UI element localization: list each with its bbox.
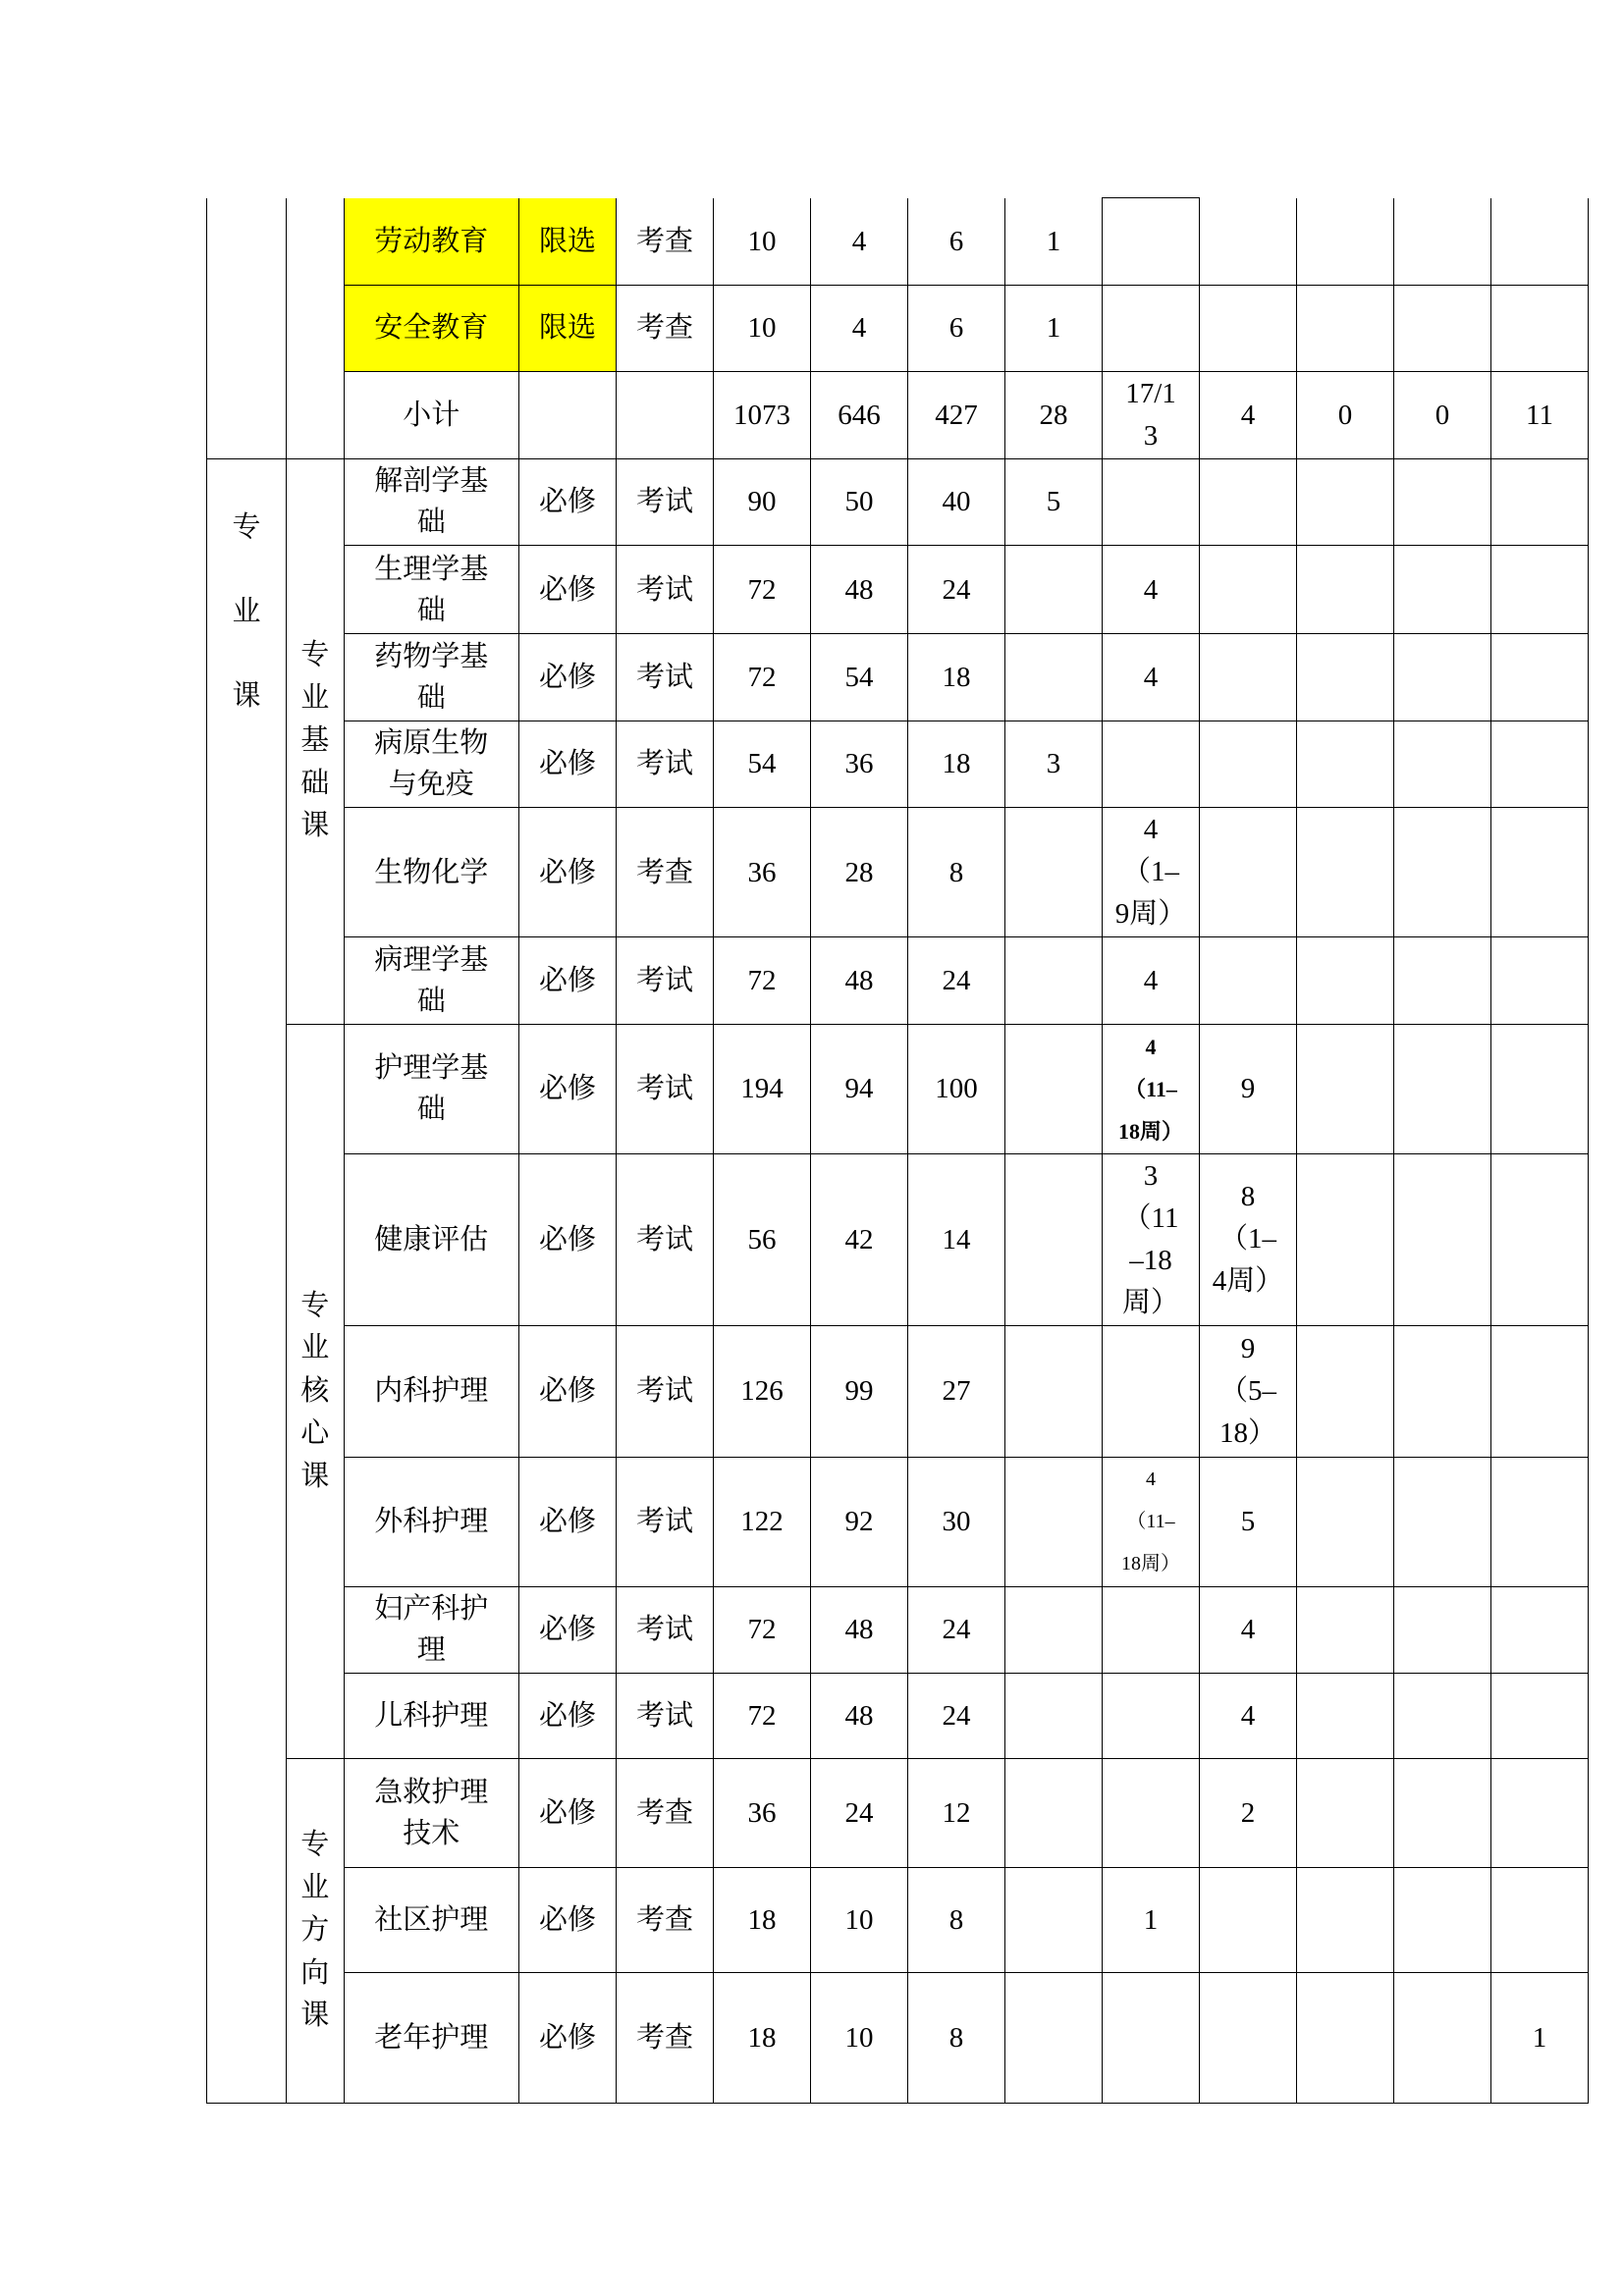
theory-hours-cell: 36	[811, 721, 908, 808]
table-row	[207, 458, 1589, 546]
term-5-cell	[1394, 1153, 1491, 1326]
cell-line: （11	[1122, 1201, 1179, 1234]
total-hours-cell: 72	[714, 634, 811, 721]
term-5-cell	[1394, 1674, 1491, 1759]
term-3-cell: 4	[1200, 372, 1297, 459]
category-cell	[207, 458, 287, 2104]
course-name-cell: 病理学基础	[344, 937, 519, 1025]
term-5-cell	[1394, 808, 1491, 937]
term-4-cell	[1297, 1972, 1394, 2104]
practice-hours-cell: 100	[908, 1024, 1005, 1153]
term-2-cell	[1103, 721, 1200, 808]
term-6-cell	[1491, 1326, 1589, 1458]
term-1-cell	[1005, 1153, 1103, 1326]
total-hours-cell: 18	[714, 1972, 811, 2104]
term-1-cell	[1005, 1326, 1103, 1458]
term-1-cell	[1005, 937, 1103, 1025]
term-4-cell	[1297, 285, 1394, 372]
theory-hours-cell: 28	[811, 808, 908, 937]
assessment-cell: 考试	[617, 1674, 714, 1759]
cell-line: （5–	[1218, 1374, 1276, 1407]
term-3-cell	[1200, 808, 1297, 937]
course-name-cell: 妇产科护理	[344, 1586, 519, 1674]
course-name-cell: 老年护理	[344, 1972, 519, 2104]
term-6-cell	[1491, 1153, 1589, 1326]
term-6-cell	[1491, 285, 1589, 372]
term-2-cell	[1103, 285, 1200, 372]
term-2-cell	[1103, 1326, 1200, 1458]
term-6-cell	[1491, 937, 1589, 1025]
practice-hours-cell: 27	[908, 1326, 1005, 1458]
table-row	[207, 1586, 1589, 1674]
term-2-cell: 4	[1103, 546, 1200, 634]
practice-hours-cell: 24	[908, 546, 1005, 634]
assessment-cell: 考试	[617, 1586, 714, 1674]
theory-hours-cell: 50	[811, 458, 908, 546]
cell-line: 周）	[1121, 1286, 1179, 1318]
course-type-cell: 必修	[519, 1457, 617, 1586]
cell-line: （1–	[1121, 856, 1179, 887]
course-name-cell: 安全教育	[344, 285, 519, 372]
term-1-cell	[1005, 1024, 1103, 1153]
practice-hours-cell: 8	[908, 1868, 1005, 1973]
theory-hours-cell: 42	[811, 1153, 908, 1326]
practice-hours-cell: 40	[908, 458, 1005, 546]
assessment-cell: 考查	[617, 1759, 714, 1868]
term-5-cell	[1394, 1457, 1491, 1586]
term-4-cell	[1297, 1024, 1394, 1153]
term-6-cell	[1491, 1457, 1589, 1586]
term-2-cell	[1103, 1586, 1200, 1674]
total-hours-cell: 90	[714, 458, 811, 546]
term-5-cell	[1394, 1586, 1491, 1674]
cell-line: （1–	[1218, 1223, 1276, 1255]
term-5-cell	[1394, 1024, 1491, 1153]
subcategory-cell	[287, 1024, 345, 1759]
table-row	[207, 1326, 1589, 1458]
term-3-cell	[1200, 546, 1297, 634]
table-row	[207, 1759, 1589, 1868]
total-hours-cell: 72	[714, 546, 811, 634]
practice-hours-cell: 8	[908, 808, 1005, 937]
course-type-cell: 必修	[519, 634, 617, 721]
subcategory-cell	[287, 198, 345, 459]
course-type-cell: 必修	[519, 1674, 617, 1759]
course-type-cell: 必修	[519, 1972, 617, 2104]
assessment-cell: 考试	[617, 634, 714, 721]
course-type-cell: 限选	[519, 285, 617, 372]
term-5-cell	[1394, 1868, 1491, 1973]
subtotal-row	[207, 372, 1589, 459]
cell-line: （11–	[1124, 1076, 1177, 1101]
term-1-cell: 3	[1005, 721, 1103, 808]
course-type-cell: 必修	[519, 1586, 617, 1674]
term-2-cell: 1	[1103, 1868, 1200, 1973]
term-4-cell	[1297, 1153, 1394, 1326]
subcategory-label: 专业基础课	[300, 639, 330, 842]
course-name-cell: 急救护理技术	[344, 1759, 519, 1868]
table-row	[207, 198, 1589, 286]
practice-hours-cell: 18	[908, 721, 1005, 808]
practice-hours-cell: 30	[908, 1457, 1005, 1586]
theory-hours-cell: 48	[811, 1674, 908, 1759]
practice-hours-cell: 24	[908, 1586, 1005, 1674]
term-4-cell	[1297, 198, 1394, 286]
theory-hours-cell: 24	[811, 1759, 908, 1868]
course-name-cell: 健康评估	[344, 1153, 519, 1326]
practice-hours-cell: 8	[908, 1972, 1005, 2104]
total-hours-cell: 10	[714, 198, 811, 286]
term-1-cell	[1005, 1586, 1103, 1674]
curriculum-table	[206, 197, 1589, 2104]
assessment-cell: 考试	[617, 1153, 714, 1326]
term-6-cell: 11	[1491, 372, 1589, 459]
term-2-cell	[1103, 198, 1200, 286]
assessment-cell: 考试	[617, 937, 714, 1025]
term-6-cell	[1491, 1868, 1589, 1973]
term-3-cell	[1200, 634, 1297, 721]
term-5-cell: 0	[1394, 372, 1491, 459]
term-2-cell	[1103, 808, 1200, 937]
total-hours-cell: 122	[714, 1457, 811, 1586]
course-name-cell: 外科护理	[344, 1457, 519, 1586]
term-3-cell	[1200, 198, 1297, 286]
term-4-cell	[1297, 1586, 1394, 1674]
total-hours-cell: 72	[714, 937, 811, 1025]
term-4-cell	[1297, 1326, 1394, 1458]
term-3-cell	[1200, 937, 1297, 1025]
term-1-cell: 1	[1005, 285, 1103, 372]
term-4-cell	[1297, 1868, 1394, 1973]
term-3-cell	[1200, 458, 1297, 546]
theory-hours-cell: 4	[811, 198, 908, 286]
cell-line: （11–	[1126, 1510, 1175, 1532]
term-3-cell	[1200, 1326, 1297, 1458]
course-type-cell: 必修	[519, 1868, 617, 1973]
term-3-cell: 9	[1200, 1024, 1297, 1153]
table-row	[207, 634, 1589, 721]
assessment-cell: 考查	[617, 285, 714, 372]
course-name-cell: 护理学基础	[344, 1024, 519, 1153]
term-2-cell	[1103, 1024, 1200, 1153]
assessment-cell: 考查	[617, 808, 714, 937]
total-hours-cell: 54	[714, 721, 811, 808]
table-row	[207, 1153, 1589, 1326]
practice-hours-cell: 14	[908, 1153, 1005, 1326]
cell-line: –18	[1129, 1244, 1172, 1276]
term-3-cell	[1200, 1153, 1297, 1326]
term-6-cell	[1491, 1759, 1589, 1868]
table-row	[207, 285, 1589, 372]
practice-hours-cell: 12	[908, 1759, 1005, 1868]
table-row	[207, 1972, 1589, 2104]
term-6-cell	[1491, 1674, 1589, 1759]
assessment-cell: 考试	[617, 1457, 714, 1586]
term-4-cell	[1297, 721, 1394, 808]
term-6-cell	[1491, 1586, 1589, 1674]
total-hours-cell: 10	[714, 285, 811, 372]
theory-hours-cell: 99	[811, 1326, 908, 1458]
course-name-cell: 小计	[344, 372, 519, 459]
assessment-cell: 考试	[617, 458, 714, 546]
term-5-cell	[1394, 285, 1491, 372]
term-4-cell	[1297, 1457, 1394, 1586]
term-5-cell	[1394, 634, 1491, 721]
term-6-cell: 1	[1491, 1972, 1589, 2104]
term-2-cell: 4	[1103, 634, 1200, 721]
theory-hours-cell: 54	[811, 634, 908, 721]
table-row	[207, 1457, 1589, 1586]
course-type-cell: 必修	[519, 1153, 617, 1326]
course-name-cell: 生理学基础	[344, 546, 519, 634]
course-name-cell: 药物学基础	[344, 634, 519, 721]
course-type-cell: 必修	[519, 1326, 617, 1458]
table-row	[207, 546, 1589, 634]
term-4-cell	[1297, 1759, 1394, 1868]
total-hours-cell: 72	[714, 1586, 811, 1674]
category-cell	[207, 198, 287, 459]
theory-hours-cell: 48	[811, 937, 908, 1025]
course-type-cell: 必修	[519, 808, 617, 937]
term-1-cell	[1005, 546, 1103, 634]
total-hours-cell: 1073	[714, 372, 811, 459]
table-row	[207, 721, 1589, 808]
total-hours-cell: 72	[714, 1674, 811, 1759]
term-2-cell	[1103, 372, 1200, 459]
cell-line: 9周）	[1114, 898, 1187, 930]
theory-hours-cell: 646	[811, 372, 908, 459]
course-type-cell: 必修	[519, 1759, 617, 1868]
course-type-cell: 必修	[519, 721, 617, 808]
course-type-cell: 必修	[519, 937, 617, 1025]
term-2-cell	[1103, 1759, 1200, 1868]
course-type-cell	[519, 372, 617, 459]
term-5-cell	[1394, 1972, 1491, 2104]
assessment-cell: 考试	[617, 546, 714, 634]
term-3-cell: 5	[1200, 1457, 1297, 1586]
practice-hours-cell: 6	[908, 285, 1005, 372]
term-4-cell	[1297, 546, 1394, 634]
term-5-cell	[1394, 458, 1491, 546]
course-type-cell: 必修	[519, 458, 617, 546]
term-2-cell: 4	[1103, 937, 1200, 1025]
practice-hours-cell: 24	[908, 937, 1005, 1025]
term-5-cell	[1394, 198, 1491, 286]
cell-line: 3	[1143, 1159, 1159, 1192]
term-4-cell	[1297, 808, 1394, 937]
cell-line: 18）	[1218, 1416, 1276, 1449]
course-name-cell: 解剖学基础	[344, 458, 519, 546]
course-name-cell: 病原生物与免疫	[344, 721, 519, 808]
term-1-cell	[1005, 1868, 1103, 1973]
course-type-cell: 必修	[519, 546, 617, 634]
table-row	[207, 808, 1589, 937]
term-6-cell	[1491, 458, 1589, 546]
term-1-cell	[1005, 1759, 1103, 1868]
term-3-cell: 2	[1200, 1759, 1297, 1868]
term-2-cell	[1103, 1972, 1200, 2104]
term-4-cell: 0	[1297, 372, 1394, 459]
course-name-cell: 儿科护理	[344, 1674, 519, 1759]
cell-line: 4	[1146, 1468, 1156, 1490]
assessment-cell: 考查	[617, 1868, 714, 1973]
term-3-cell	[1200, 1972, 1297, 2104]
term-5-cell	[1394, 937, 1491, 1025]
term-2-cell	[1103, 1674, 1200, 1759]
assessment-cell: 考查	[617, 198, 714, 286]
practice-hours-cell: 427	[908, 372, 1005, 459]
subcategory-label: 专业核心课	[300, 1289, 330, 1492]
course-name-cell: 生物化学	[344, 808, 519, 937]
theory-hours-cell: 94	[811, 1024, 908, 1153]
course-name-cell: 内科护理	[344, 1326, 519, 1458]
term-1-cell: 28	[1005, 372, 1103, 459]
theory-hours-cell: 48	[811, 546, 908, 634]
total-hours-cell: 126	[714, 1326, 811, 1458]
term-5-cell	[1394, 721, 1491, 808]
term-6-cell	[1491, 808, 1589, 937]
term-3-cell	[1200, 721, 1297, 808]
total-hours-cell: 194	[714, 1024, 811, 1153]
category-label: 专业课	[232, 510, 261, 712]
cell-value: 17/13	[1125, 377, 1176, 452]
term-2-cell	[1103, 1153, 1200, 1326]
practice-hours-cell: 18	[908, 634, 1005, 721]
course-type-cell: 限选	[519, 198, 617, 286]
term-2-cell	[1103, 458, 1200, 546]
course-name-cell: 劳动教育	[344, 198, 519, 286]
table-row	[207, 1868, 1589, 1973]
subcategory-cell	[287, 458, 345, 1024]
cell-line: 4周）	[1212, 1265, 1284, 1298]
total-hours-cell: 56	[714, 1153, 811, 1326]
term-3-cell: 4	[1200, 1674, 1297, 1759]
term-6-cell	[1491, 546, 1589, 634]
table-row	[207, 1674, 1589, 1759]
assessment-cell: 考试	[617, 1024, 714, 1153]
term-1-cell	[1005, 634, 1103, 721]
theory-hours-cell: 48	[811, 1586, 908, 1674]
cell-line: 18周）	[1121, 1552, 1180, 1575]
theory-hours-cell: 10	[811, 1972, 908, 2104]
term-1-cell	[1005, 1972, 1103, 2104]
term-1-cell: 1	[1005, 198, 1103, 286]
total-hours-cell: 18	[714, 1868, 811, 1973]
term-5-cell	[1394, 1759, 1491, 1868]
term-1-cell	[1005, 1674, 1103, 1759]
total-hours-cell: 36	[714, 808, 811, 937]
term-1-cell	[1005, 1457, 1103, 1586]
assessment-cell: 考试	[617, 1326, 714, 1458]
term-4-cell	[1297, 634, 1394, 721]
practice-hours-cell: 6	[908, 198, 1005, 286]
term-4-cell	[1297, 937, 1394, 1025]
cell-line: 4	[1145, 1034, 1157, 1059]
theory-hours-cell: 4	[811, 285, 908, 372]
course-name-cell: 社区护理	[344, 1868, 519, 1973]
term-2-cell	[1103, 1457, 1200, 1586]
total-hours-cell: 36	[714, 1759, 811, 1868]
subcategory-label: 专业方向课	[300, 1829, 330, 2032]
term-5-cell	[1394, 546, 1491, 634]
term-3-cell	[1200, 1868, 1297, 1973]
practice-hours-cell: 24	[908, 1674, 1005, 1759]
term-4-cell	[1297, 1674, 1394, 1759]
term-1-cell	[1005, 808, 1103, 937]
term-1-cell: 5	[1005, 458, 1103, 546]
cell-line: 9	[1240, 1332, 1256, 1364]
assessment-cell	[617, 372, 714, 459]
cell-line: 4	[1143, 814, 1159, 845]
theory-hours-cell: 92	[811, 1457, 908, 1586]
term-3-cell: 4	[1200, 1586, 1297, 1674]
assessment-cell: 考试	[617, 721, 714, 808]
table-row	[207, 1024, 1589, 1153]
cell-line: 18周）	[1117, 1118, 1183, 1144]
term-6-cell	[1491, 198, 1589, 286]
term-5-cell	[1394, 1326, 1491, 1458]
term-6-cell	[1491, 634, 1589, 721]
term-6-cell	[1491, 1024, 1589, 1153]
table-row	[207, 937, 1589, 1025]
subcategory-cell	[287, 1759, 345, 2104]
assessment-cell: 考查	[617, 1972, 714, 2104]
course-type-cell: 必修	[519, 1024, 617, 1153]
theory-hours-cell: 10	[811, 1868, 908, 1973]
term-4-cell	[1297, 458, 1394, 546]
cell-line: 8	[1240, 1181, 1256, 1213]
term-6-cell	[1491, 721, 1589, 808]
term-3-cell	[1200, 285, 1297, 372]
